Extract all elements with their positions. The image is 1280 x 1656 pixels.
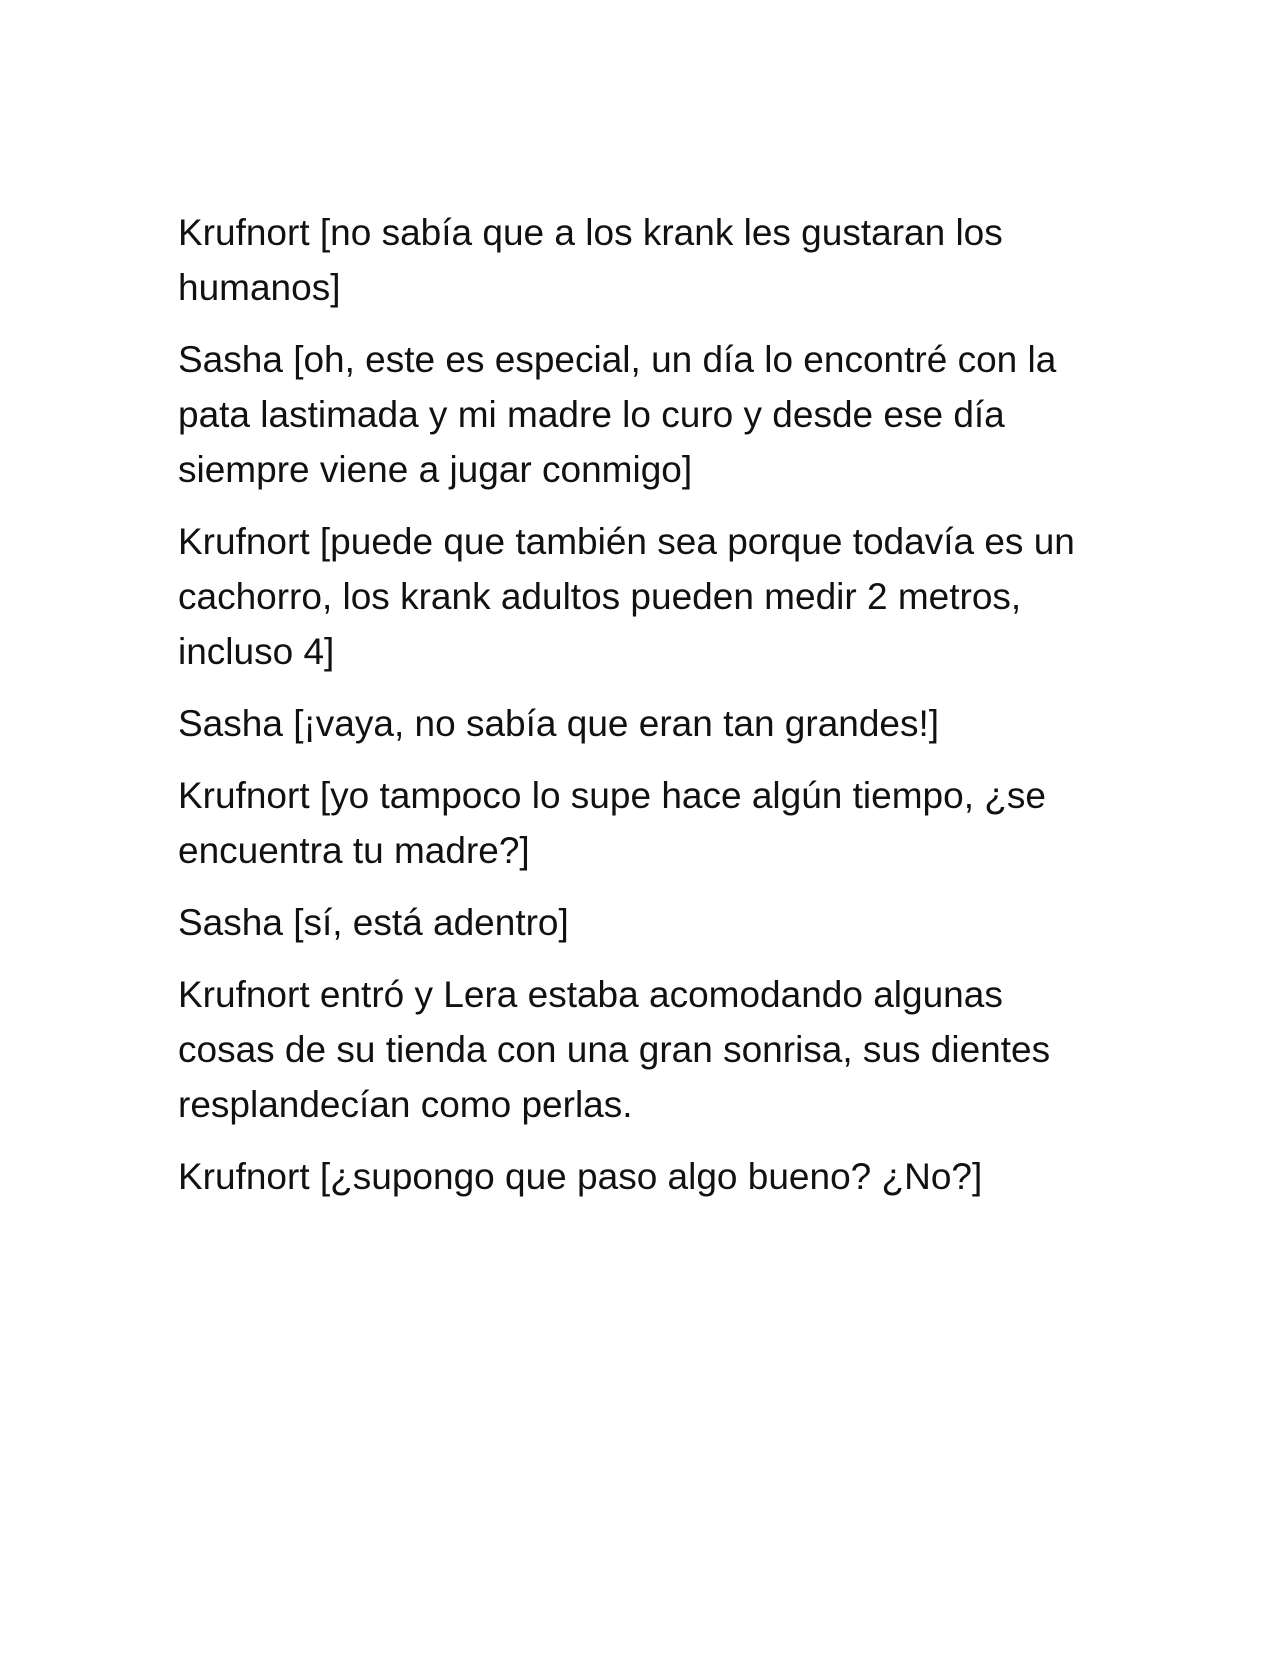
- paragraph-sasha-2: Sasha [¡vaya, no sabía que eran tan grandes!]: [178, 703, 940, 744]
- paragraph-sasha-1: Sasha [oh, este es especial, un día lo encontré con la pata lastimada y mi madre lo curo y desde ese día siempre viene a jugar conmigo]: [178, 339, 1057, 490]
- paragraph-krufnort-1: Krufnort [no sabía que a los krank les gustaran los humanos]: [178, 212, 1003, 308]
- document-body: [178, 205, 1098, 1221]
- paragraph-narration: Krufnort entró y Lera estaba acomodando algunas cosas de su tienda con una gran sonrisa, sus dientes resplandecían como perlas.: [178, 974, 1051, 1125]
- paragraph-krufnort-2: Krufnort [puede que también sea porque todavía es un cachorro, los krank adultos pueden medir 2 metros, incluso 4]: [178, 521, 1075, 672]
- paragraph-krufnort-4: Krufnort [¿supongo que paso algo bueno? ¿No?]: [178, 1156, 983, 1197]
- paragraph-krufnort-3: Krufnort [yo tampoco lo supe hace algún tiempo, ¿se encuentra tu madre?]: [178, 775, 1046, 871]
- paragraph-sasha-3: Sasha [sí, está adentro]: [178, 902, 569, 943]
